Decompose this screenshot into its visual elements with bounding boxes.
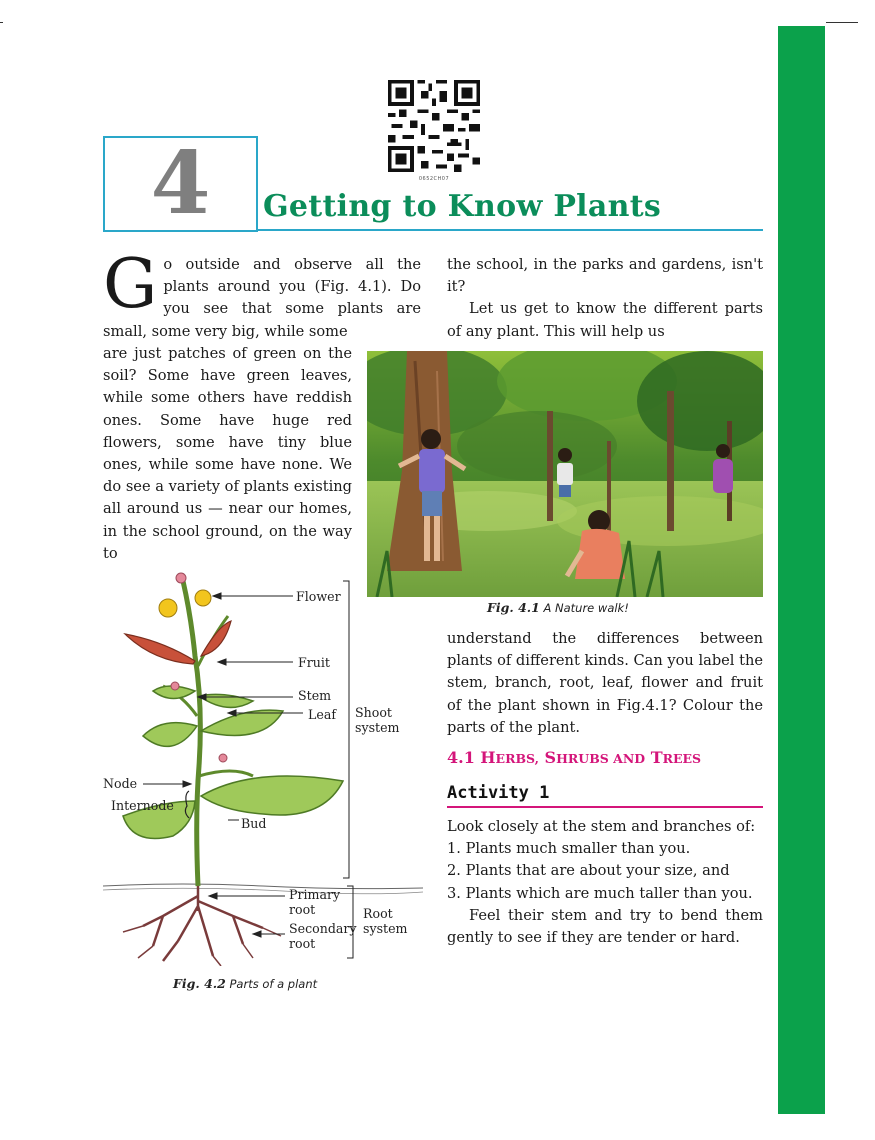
list-item: 3. Plants which are much taller than you. [447,884,753,902]
qr-code-label: 0652CH07 [418,176,450,182]
activity-title: Activity 1 [447,783,550,803]
drop-cap: G [103,245,158,324]
column-two-continue [447,628,763,739]
label-primary-root: Primary root [289,887,341,917]
page-side-bar [778,26,825,1114]
label-flower: Flower [296,589,341,604]
figure-4-1-caption [487,600,629,615]
figure-label: Fig. 4.1 [487,600,540,615]
column-two-top [447,254,763,343]
figure-caption-text: A Nature walk! [543,601,629,615]
chapter-number: 4 [150,133,211,234]
label-bud: Bud [241,816,267,831]
label-root-system: Root system [363,906,408,936]
figure-caption-text: Parts of a plant [229,977,318,991]
label-shoot-system: Shoot system [355,705,400,735]
list-item: 1. Plants much smaller than you. [447,840,691,858]
crop-mark [826,22,858,23]
figure-label: Fig. 4.2 [173,976,226,991]
nature-walk-illustration [367,351,763,597]
paragraph: understand the differences between plants of different kinds. Can you label the stem, branch, root, leaf, flower and fruit of the plant shown in Fig.4.1? Colour the parts of the plant. [447,630,764,736]
label-stem: Stem [298,688,332,703]
label-internode: Internode [111,798,174,813]
activity-body [447,816,763,949]
figure-4-2-caption [173,976,317,991]
intro-text-top: o outside and observe all the plants around you (Fig. 4.1). Do you see that some plants are small, some very big, while some [103,256,421,340]
intro-text-bottom: are just patches of green on the soil? Some have green leaves, while some others have reddish ones. Some have huge red flowers, some have tiny blue ones, while some have none. We do see a variety of plants existing all around us — near our homes, in the school ground, on the way to [103,345,352,562]
activity-closing: Feel their stem and try to bend them gently to see if they are tender or hard. [447,906,763,947]
intro-paragraph-top [103,245,421,343]
qr-code-icon[interactable] [388,80,480,172]
chapter-number-box [103,133,258,234]
label-secondary-root: Secondary root [289,921,357,951]
label-fruit: Fruit [298,655,330,670]
activity-underline [447,806,763,808]
chapter-title: Getting to Know Plants [263,189,662,224]
label-node: Node [103,776,138,791]
title-underline [256,229,763,231]
intro-paragraph-bottom [103,343,352,565]
crop-mark [0,22,3,23]
paragraph: the school, in the parks and gardens, isn't it? [447,256,763,296]
list-item: 2. Plants that are about your size, and [447,862,730,880]
section-heading: 4.1 HERBS, SHRUBS AND TREES [447,748,702,767]
paragraph: Let us get to know the different parts of any plant. This will help us [447,300,763,340]
activity-intro: Look closely at the stem and branches of: [447,818,756,835]
label-leaf: Leaf [308,707,336,722]
